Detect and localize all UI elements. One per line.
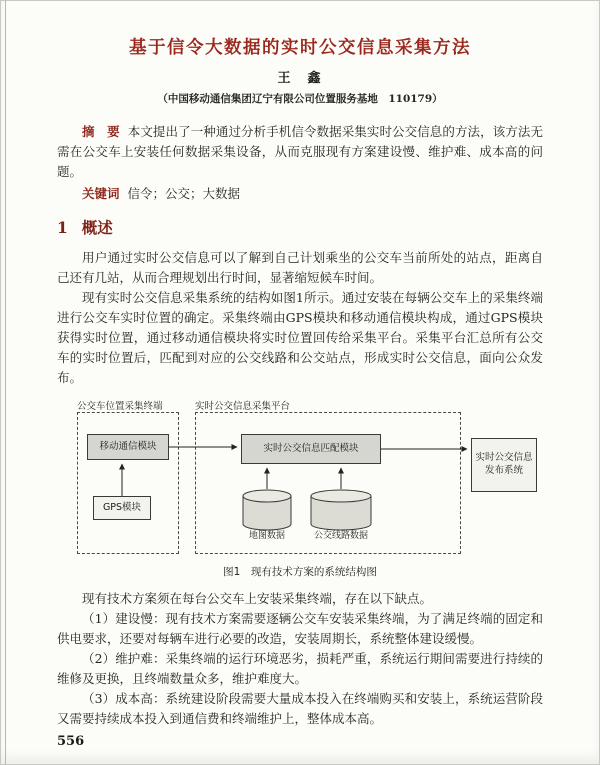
keywords-label: 关键词 xyxy=(82,186,120,201)
drawback-item-slow-build: （1）建设慢：现有技术方案需要逐辆公交车安装采集终端，为了满足终端的固定和供电要求，还要对每辆车进行必要的改造，安装周期长，系统整体建设缓慢。 xyxy=(57,611,543,646)
section-title: 概述 xyxy=(81,218,113,237)
keywords-text: 信令；公交；大数据 xyxy=(127,186,241,201)
section-number: 1 xyxy=(57,218,68,237)
paper-title: 基于信令大数据的实时公交信息采集方法 xyxy=(129,38,471,58)
platform-group-label: 实时公交信息采集平台 xyxy=(195,401,291,412)
page-number: 556 xyxy=(57,734,85,749)
terminal-group-label: 公交车位置采集终端 xyxy=(77,401,163,412)
author-name: 王 鑫 xyxy=(277,71,323,86)
gps-module-box: GPS模块 xyxy=(93,496,151,520)
drawback-item-high-cost: （3）成本高：系统建设阶段需要大量成本投入在终端购买和安装上，系统运营阶段又需要持续成本投入到通信费和终端维护上，整体成本高。 xyxy=(57,691,543,726)
mobile-comm-module-box: 移动通信模块 xyxy=(87,434,169,460)
overview-paragraph-1: 用户通过实时公交信息可以了解到自己计划乘坐的公交车当前所处的站点，距离自己还有几站，从而合理规划出行时间，显著缩短候车时间。 xyxy=(57,250,543,285)
figure-system-structure xyxy=(71,398,547,560)
figure-caption: 图1 现有技术方案的系统结构图 xyxy=(223,566,377,578)
abstract-label: 摘 要 xyxy=(82,124,120,139)
drawbacks-intro-paragraph: 现有技术方案须在每台公交车上安装采集终端，存在以下缺点。 xyxy=(82,591,433,606)
abstract-text: 本文提出了一种通过分析手机信令数据采集实时公交信息的方法，该方法无需在公交车上安装任何数据采集设备，从而克服现有方案建设慢、维护难、成本高的问题。 xyxy=(57,124,543,179)
page-content xyxy=(57,34,543,729)
publish-system-box: 实时公交信息发布系统 xyxy=(471,438,537,492)
keywords-line xyxy=(57,184,543,204)
overview-paragraph-2: 现有实时公交信息采集系统的结构如图1所示。通过安装在每辆公交车上的采集终端进行公交车实时位置的确定。采集终端由GPS模块和移动通信模块构成，通过GPS模块获得实时位置，通过移动通信模块将实时位置回传给采集平台。采集平台汇总所有公交车的实时位置后，匹配到对应的公交线路和公交站点，形成实时公交信息，面向公众发布。 xyxy=(57,290,543,385)
section-heading-overview xyxy=(57,216,543,238)
author-affiliation: （中国移动通信集团辽宁有限公司位置服务基地 110179） xyxy=(157,93,443,105)
drawback-item-hard-maintain: （2）维护难：采集终端的运行环境恶劣，损耗严重，系统运行期间需要进行持续的维修及更换，且终端数量众多，维护难度大。 xyxy=(57,651,543,686)
route-database-label: 公交线路数据 xyxy=(313,531,368,541)
map-database-label: 地图数据 xyxy=(248,531,285,541)
abstract-paragraph xyxy=(57,122,543,182)
matching-module-box: 实时公交信息匹配模块 xyxy=(241,434,381,464)
